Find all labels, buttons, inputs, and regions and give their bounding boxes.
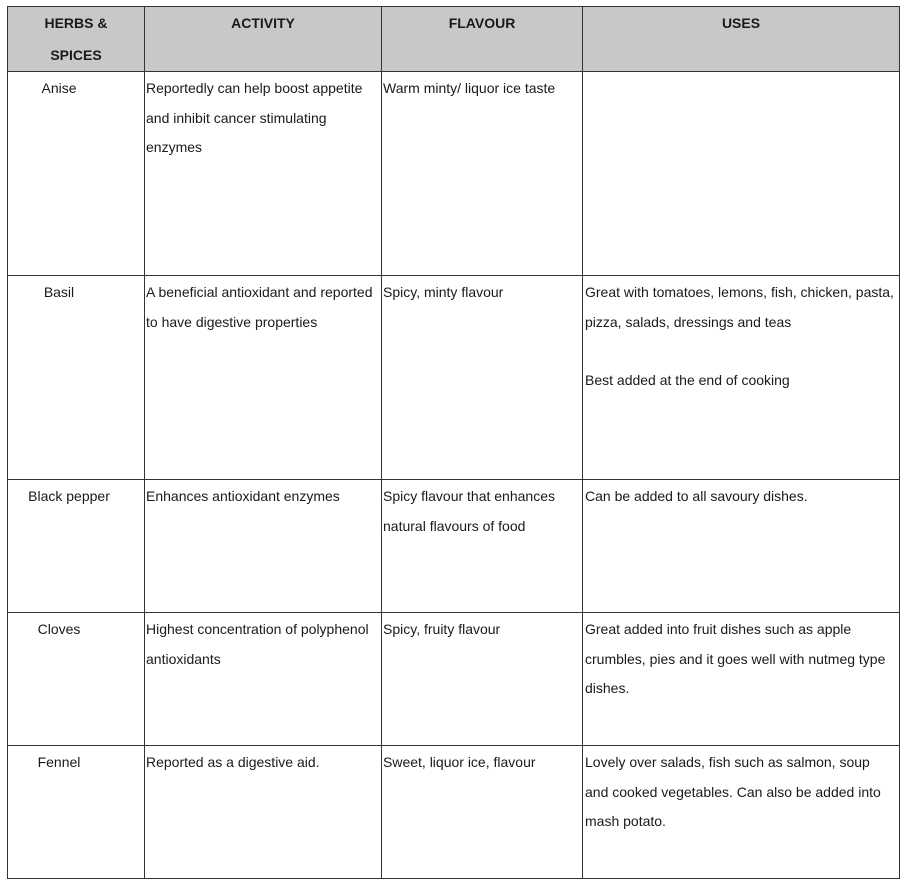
flavour-cell: Sweet, liquor ice, flavour	[382, 746, 583, 879]
herb-name: Basil	[43, 284, 75, 300]
table-row-basil	[8, 276, 900, 480]
uses-cell	[583, 480, 900, 613]
herb-name-cell	[8, 480, 145, 613]
herb-name-cell	[8, 72, 145, 276]
header-activity: ACTIVITY	[145, 7, 382, 72]
uses-text: Great with tomatoes, lemons, fish, chicken, pasta, pizza, salads, dressings and teas	[585, 284, 894, 330]
table-header-row	[8, 7, 900, 72]
uses-note: Best added at the end of cooking	[585, 372, 790, 388]
flavour-cell: Spicy, minty flavour	[382, 276, 583, 480]
herb-name-cell	[8, 613, 145, 746]
uses-cell	[583, 72, 900, 276]
activity-cell: Highest concentration of polyphenol antioxidants	[145, 613, 382, 746]
herb-name: Anise	[41, 80, 77, 96]
table-row-anise	[8, 72, 900, 276]
uses-cell	[583, 746, 900, 879]
table-row-cloves	[8, 613, 900, 746]
herb-name-cell	[8, 746, 145, 879]
uses-cell	[583, 276, 900, 480]
table-row-black-pepper	[8, 480, 900, 613]
flavour-cell: Spicy, fruity flavour	[382, 613, 583, 746]
activity-cell: Reported as a digestive aid.	[145, 746, 382, 879]
flavour-cell: Spicy flavour that enhances natural flavours of food	[382, 480, 583, 613]
herb-name: Fennel	[37, 754, 81, 770]
uses-cell	[583, 613, 900, 746]
activity-cell: Reportedly can help boost appetite and inhibit cancer stimulating enzymes	[145, 72, 382, 276]
uses-text: Great added into fruit dishes such as apple crumbles, pies and it goes well with nutmeg type dishes.	[585, 621, 886, 696]
header-herbs-spices	[8, 7, 145, 72]
table-row-fennel	[8, 746, 900, 879]
activity-cell: A beneficial antioxidant and reported to have digestive properties	[145, 276, 382, 480]
uses-text: Can be added to all savoury dishes.	[585, 488, 808, 504]
herb-name-cell	[8, 276, 145, 480]
header-flavour: FLAVOUR	[382, 7, 583, 72]
header-herbs-line2: SPICES	[50, 47, 102, 63]
herb-name: Cloves	[37, 621, 81, 637]
header-uses: USES	[583, 7, 900, 72]
flavour-cell: Warm minty/ liquor ice taste	[382, 72, 583, 276]
header-herbs-line1: HERBS &	[44, 15, 108, 31]
uses-text: Lovely over salads, fish such as salmon, soup and cooked vegetables. Can also be added into mash potato.	[585, 754, 881, 829]
herb-name: Black pepper	[28, 488, 110, 504]
activity-cell: Enhances antioxidant enzymes	[145, 480, 382, 613]
herbs-spices-table	[7, 6, 900, 879]
